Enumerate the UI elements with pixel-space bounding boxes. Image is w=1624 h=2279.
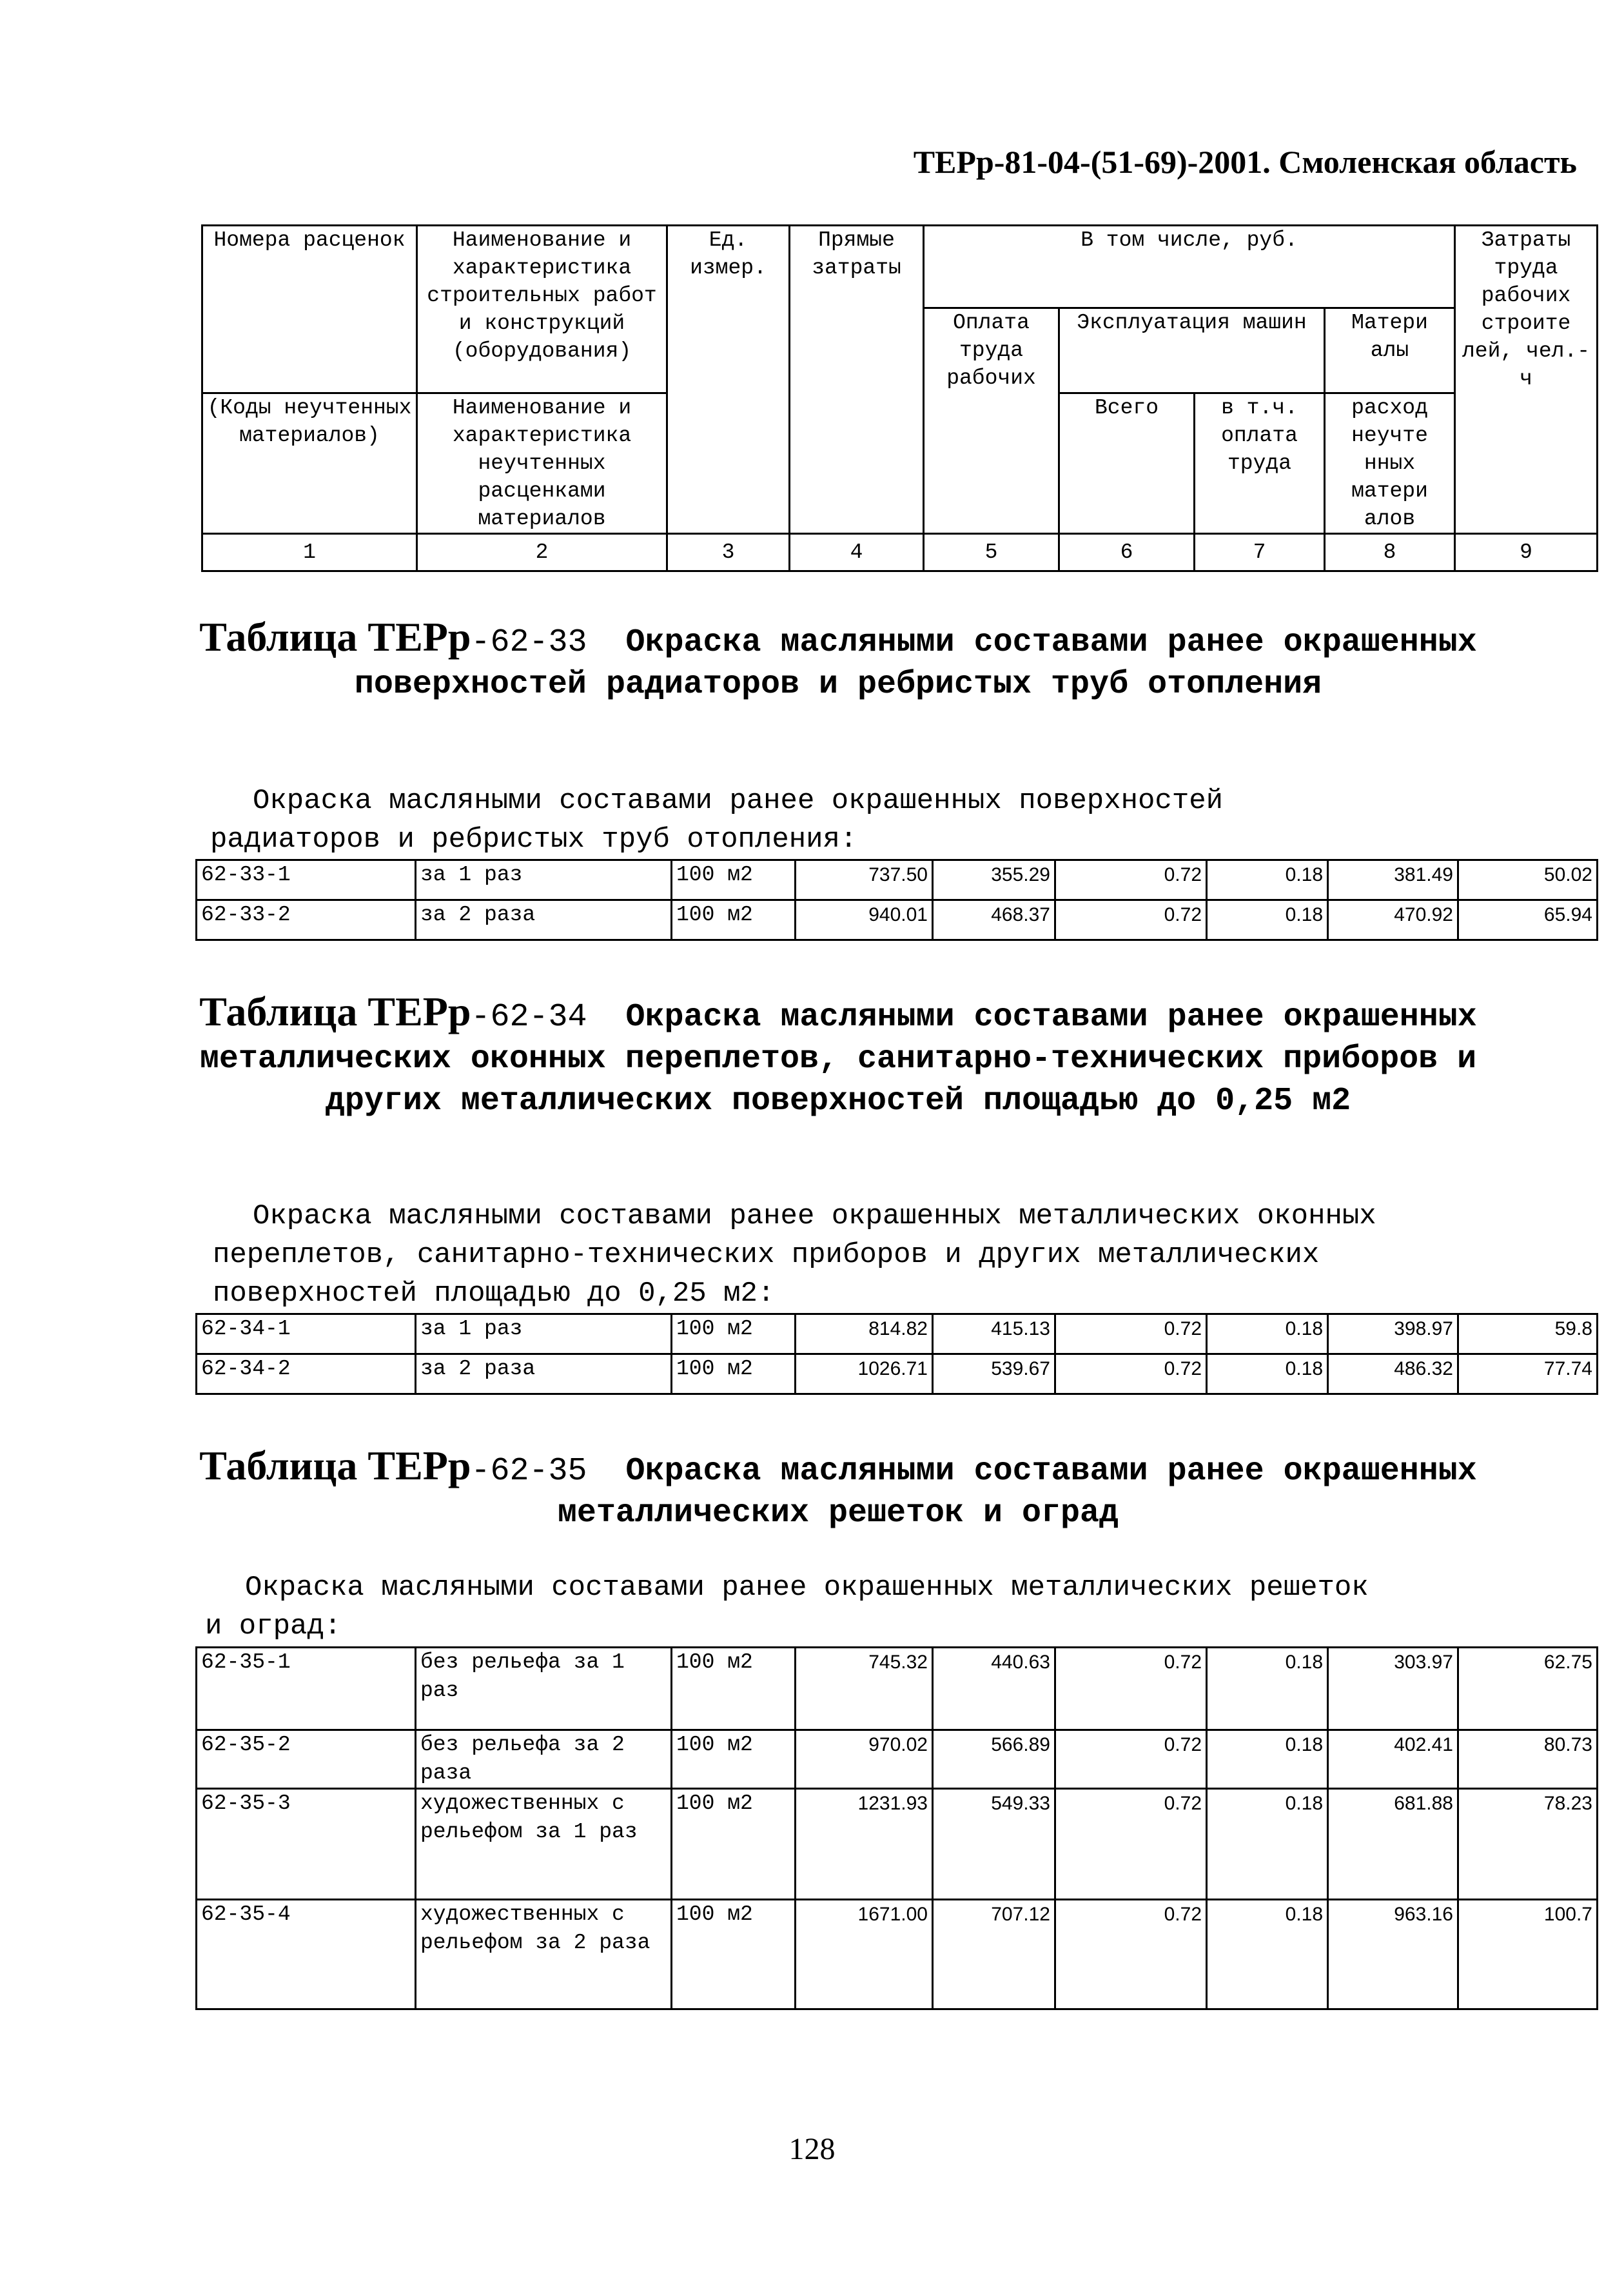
data-table-62-35 bbox=[195, 1646, 1598, 2010]
row-mach-total: 0.72 bbox=[1055, 1730, 1207, 1789]
column-number: 4 bbox=[790, 534, 924, 571]
lead-line: радиаторов и ребристых труб отопления: bbox=[210, 824, 857, 856]
row-materials: 402.41 bbox=[1328, 1730, 1458, 1789]
header-col8: расход неучте нных матери алов bbox=[1325, 393, 1455, 534]
row-hours: 59.8 bbox=[1458, 1314, 1598, 1354]
header-col4: Прямые затраты bbox=[790, 226, 924, 534]
lead-line: Окраска масляными составами ранее окрашенных металлических оконных bbox=[253, 1200, 1376, 1232]
row-unit: 100 м2 bbox=[672, 1648, 796, 1730]
row-direct: 737.50 bbox=[796, 860, 933, 900]
row-hours: 50.02 bbox=[1458, 860, 1598, 900]
header-col1-top: Номера расценок bbox=[202, 226, 417, 393]
row-direct: 745.32 bbox=[796, 1648, 933, 1730]
row-mach-labor: 0.18 bbox=[1207, 1648, 1328, 1730]
table-number: -62-34 bbox=[471, 999, 587, 1036]
row-mach-labor: 0.18 bbox=[1207, 860, 1328, 900]
header-col9: Затраты труда рабочих строите лей, чел.-ч bbox=[1455, 226, 1598, 534]
row-labor: 355.29 bbox=[933, 860, 1055, 900]
lead-line: Окраска масляными составами ранее окрашенных металлических решеток bbox=[245, 1572, 1369, 1604]
row-code: 62-35-3 bbox=[197, 1789, 416, 1900]
row-mach-total: 0.72 bbox=[1055, 1900, 1207, 2009]
table-heading: Окраска масляными составами ранее окрашенных металлических оконных переплетов, санитарно-технических приборов и других металлических поверхностей площадью до 0,25 м2 bbox=[199, 999, 1477, 1120]
table-number: -62-33 bbox=[471, 624, 587, 661]
column-number: 3 bbox=[667, 534, 790, 571]
header-col2-top: Наименование и характеристика строительных работ и конструкций (оборудования) bbox=[417, 226, 667, 393]
row-labor: 415.13 bbox=[933, 1314, 1055, 1354]
row-mach-total: 0.72 bbox=[1055, 1648, 1207, 1730]
row-unit: 100 м2 bbox=[672, 1789, 796, 1900]
row-name: художественных с рельефом за 1 раз bbox=[416, 1789, 672, 1900]
table-lead-62-33 bbox=[210, 782, 1605, 859]
data-table-62-33 bbox=[195, 859, 1598, 941]
row-hours: 65.94 bbox=[1458, 900, 1598, 940]
row-materials: 963.16 bbox=[1328, 1900, 1458, 2009]
table-lead-62-34 bbox=[213, 1197, 1605, 1313]
table-lead-62-35 bbox=[205, 1568, 1598, 1646]
running-header: ТЕРр-81-04-(51-69)-2001. Смоленская область bbox=[913, 144, 1577, 180]
lead-line: переплетов, санитарно-технических приборов и других металлических bbox=[213, 1239, 1320, 1271]
row-mach-labor: 0.18 bbox=[1207, 1354, 1328, 1394]
row-mach-total: 0.72 bbox=[1055, 860, 1207, 900]
row-mach-labor: 0.18 bbox=[1207, 1314, 1328, 1354]
row-name: без рельефа за 2 раза bbox=[416, 1730, 672, 1789]
row-code: 62-35-2 bbox=[197, 1730, 416, 1789]
row-mach-labor: 0.18 bbox=[1207, 1900, 1328, 2009]
row-unit: 100 м2 bbox=[672, 1900, 796, 2009]
row-materials: 681.88 bbox=[1328, 1789, 1458, 1900]
row-materials: 303.97 bbox=[1328, 1648, 1458, 1730]
header-materials: Матери алы bbox=[1325, 308, 1455, 393]
row-labor: 468.37 bbox=[933, 900, 1055, 940]
table-label: Таблица ТЕРр bbox=[199, 1443, 471, 1488]
table-label: Таблица ТЕРр bbox=[199, 614, 471, 660]
row-labor: 549.33 bbox=[933, 1789, 1055, 1900]
table-label: Таблица ТЕРр bbox=[199, 989, 471, 1034]
header-col5: Оплата труда рабочих bbox=[924, 308, 1059, 534]
row-labor: 440.63 bbox=[933, 1648, 1055, 1730]
row-hours: 80.73 bbox=[1458, 1730, 1598, 1789]
row-materials: 486.32 bbox=[1328, 1354, 1458, 1394]
row-code: 62-34-2 bbox=[197, 1354, 416, 1394]
row-name: без рельефа за 1 раз bbox=[416, 1648, 672, 1730]
row-name: за 1 раз bbox=[416, 860, 672, 900]
row-materials: 470.92 bbox=[1328, 900, 1458, 940]
header-col1-bottom: (Коды неучтенных материалов) bbox=[202, 393, 417, 534]
row-name: за 2 раза bbox=[416, 1354, 672, 1394]
column-number: 7 bbox=[1195, 534, 1325, 571]
row-labor: 566.89 bbox=[933, 1730, 1055, 1789]
row-mach-labor: 0.18 bbox=[1207, 1789, 1328, 1900]
row-direct: 1026.71 bbox=[796, 1354, 933, 1394]
table-row bbox=[197, 1900, 1598, 2009]
row-direct: 1671.00 bbox=[796, 1900, 933, 2009]
row-mach-total: 0.72 bbox=[1055, 1789, 1207, 1900]
page-number: 128 bbox=[788, 2132, 836, 2166]
table-row bbox=[197, 860, 1598, 900]
header-col3: Ед. измер. bbox=[667, 226, 790, 534]
lead-line: и оград: bbox=[205, 1610, 342, 1643]
row-code: 62-33-1 bbox=[197, 860, 416, 900]
lead-line: Окраска масляными составами ранее окрашенных поверхностей bbox=[253, 785, 1224, 817]
row-mach-labor: 0.18 bbox=[1207, 900, 1328, 940]
row-code: 62-35-4 bbox=[197, 1900, 416, 2009]
row-unit: 100 м2 bbox=[672, 1314, 796, 1354]
column-number: 1 bbox=[202, 534, 417, 571]
header-col6: Всего bbox=[1059, 393, 1195, 534]
row-hours: 100.7 bbox=[1458, 1900, 1598, 2009]
row-name: за 2 раза bbox=[416, 900, 672, 940]
table-row bbox=[197, 900, 1598, 940]
row-name: художественных с рельефом за 2 раза bbox=[416, 1900, 672, 2009]
row-name: за 1 раз bbox=[416, 1314, 672, 1354]
row-direct: 814.82 bbox=[796, 1314, 933, 1354]
column-number: 8 bbox=[1325, 534, 1455, 571]
header-col7: в т.ч. оплата труда bbox=[1195, 393, 1325, 534]
table-heading: Окраска масляными составами ранее окрашенных металлических решеток и оград bbox=[557, 1453, 1477, 1532]
table-title-62-35 bbox=[148, 1445, 1528, 1534]
row-unit: 100 м2 bbox=[672, 900, 796, 940]
row-materials: 381.49 bbox=[1328, 860, 1458, 900]
column-number: 6 bbox=[1059, 534, 1195, 571]
data-table-62-34 bbox=[195, 1313, 1598, 1395]
row-unit: 100 м2 bbox=[672, 1730, 796, 1789]
table-row bbox=[197, 1730, 1598, 1789]
table-number: -62-35 bbox=[471, 1453, 587, 1490]
row-mach-total: 0.72 bbox=[1055, 1314, 1207, 1354]
row-code: 62-33-2 bbox=[197, 900, 416, 940]
row-code: 62-34-1 bbox=[197, 1314, 416, 1354]
table-row bbox=[197, 1314, 1598, 1354]
row-hours: 62.75 bbox=[1458, 1648, 1598, 1730]
table-row bbox=[197, 1648, 1598, 1730]
table-title-62-34 bbox=[148, 991, 1528, 1122]
row-direct: 940.01 bbox=[796, 900, 933, 940]
row-code: 62-35-1 bbox=[197, 1648, 416, 1730]
table-heading: Окраска масляными составами ранее окрашенных поверхностей радиаторов и ребристых труб отопления bbox=[354, 624, 1477, 703]
row-unit: 100 м2 bbox=[672, 1354, 796, 1394]
table-row bbox=[197, 1789, 1598, 1900]
row-direct: 1231.93 bbox=[796, 1789, 933, 1900]
row-materials: 398.97 bbox=[1328, 1314, 1458, 1354]
header-group: В том числе, руб. bbox=[924, 226, 1455, 308]
header-col2-bottom: Наименование и характеристика неучтенных расценками материалов bbox=[417, 393, 667, 534]
row-mach-labor: 0.18 bbox=[1207, 1730, 1328, 1789]
lead-line: поверхностей площадью до 0,25 м2: bbox=[213, 1278, 775, 1310]
row-mach-total: 0.72 bbox=[1055, 900, 1207, 940]
column-number: 5 bbox=[924, 534, 1059, 571]
row-labor: 707.12 bbox=[933, 1900, 1055, 2009]
row-direct: 970.02 bbox=[796, 1730, 933, 1789]
row-unit: 100 м2 bbox=[672, 860, 796, 900]
row-mach-total: 0.72 bbox=[1055, 1354, 1207, 1394]
column-number: 9 bbox=[1455, 534, 1598, 571]
row-labor: 539.67 bbox=[933, 1354, 1055, 1394]
table-title-62-33 bbox=[148, 616, 1528, 705]
table-row bbox=[197, 1354, 1598, 1394]
column-header-table bbox=[201, 224, 1598, 572]
header-machines: Эксплуатация машин bbox=[1059, 308, 1325, 393]
row-hours: 77.74 bbox=[1458, 1354, 1598, 1394]
row-hours: 78.23 bbox=[1458, 1789, 1598, 1900]
column-number: 2 bbox=[417, 534, 667, 571]
